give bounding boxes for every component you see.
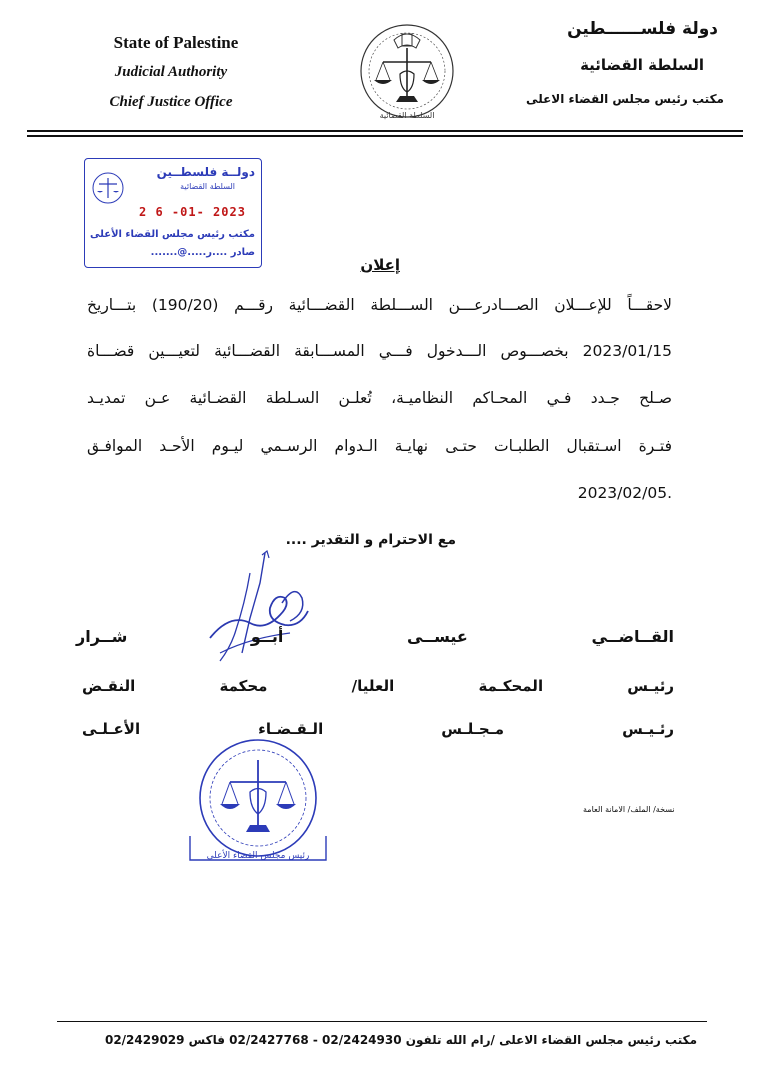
body-line-4: فتـرة اسـتقبال الطلبـات حتـى نهايـة الـدوام الرسـمي ليـوم الأحـد الموافـق	[87, 437, 672, 455]
judge-name: القــاضــي عيســى أبــو شــرار	[76, 627, 674, 646]
judge-title-supreme-court: رئيـس المحكـمة العليا/ محكمة النقـض	[82, 677, 674, 695]
stamp-country: دولــة فلسطــين	[156, 165, 255, 179]
stamp-date: 2 6 -01- 2023	[139, 205, 246, 219]
stamp-emblem-icon	[91, 171, 125, 205]
stamp-issued: صادر ....ر.....@.......	[150, 247, 255, 258]
header-en-country: State of Palestine	[113, 33, 239, 52]
scales-of-justice-emblem-icon	[356, 18, 458, 124]
header-en-authority: Judicial Authority	[114, 64, 228, 80]
footer-rule	[57, 1021, 707, 1022]
footer-contact: مكتب رئيس مجلس القضاء الاعلى /رام الله تلفون 02/2424930 - 02/2427768 فاكس 02/2429029	[104, 1033, 698, 1047]
received-stamp	[84, 158, 262, 268]
body-line-1: لاحقـــاً للإعـــلان الصـــادرعـــن الســـلطة القضـــائية رقـــم (190/20) بتـــاريخ	[87, 296, 672, 314]
body-line-3: صـلح جـدد فـي المحـاكم النظاميـة، تُعلـن السـلطة القضـائية عـن تمديـد	[87, 389, 672, 407]
header-rule-top	[27, 130, 743, 132]
closing-regards: مع الاحترام و التقدير ....	[285, 532, 456, 548]
signature-icon	[190, 543, 340, 668]
announcement-title: إعلان	[360, 256, 400, 274]
emblem-text: السلطة القضائية	[379, 111, 435, 120]
header-en-office: Chief Justice Office	[109, 94, 233, 110]
stamp-office: مكتب رئيس مجلس القضاء الأعلى	[90, 229, 255, 240]
header-ar-authority: السلطة القضائية	[580, 56, 704, 74]
seal-caption: رئيس مجلس القضاء الأعلى	[206, 851, 310, 861]
header-ar-office: مكتب رئيس مجلس القضاء الاعلى	[526, 92, 724, 106]
header-ar-country: دولة فلســــــطين	[567, 19, 718, 39]
header-rule-bottom	[27, 135, 743, 137]
copy-note: نسخة/ الملف/ الامانة العامة	[583, 805, 675, 814]
body-line-5: .2023/02/05	[577, 484, 672, 502]
stamp-authority: السلطة القضائية	[180, 182, 235, 191]
judge-title-council: رئـيـس مـجـلـس الـقـضـاء الأعـلـى	[82, 720, 674, 738]
body-line-2: 2023/01/15 بخصـــوص الـــدخول فـــي المســـابقة القضـــائية لتعيـــين قضـــاة	[87, 342, 672, 360]
